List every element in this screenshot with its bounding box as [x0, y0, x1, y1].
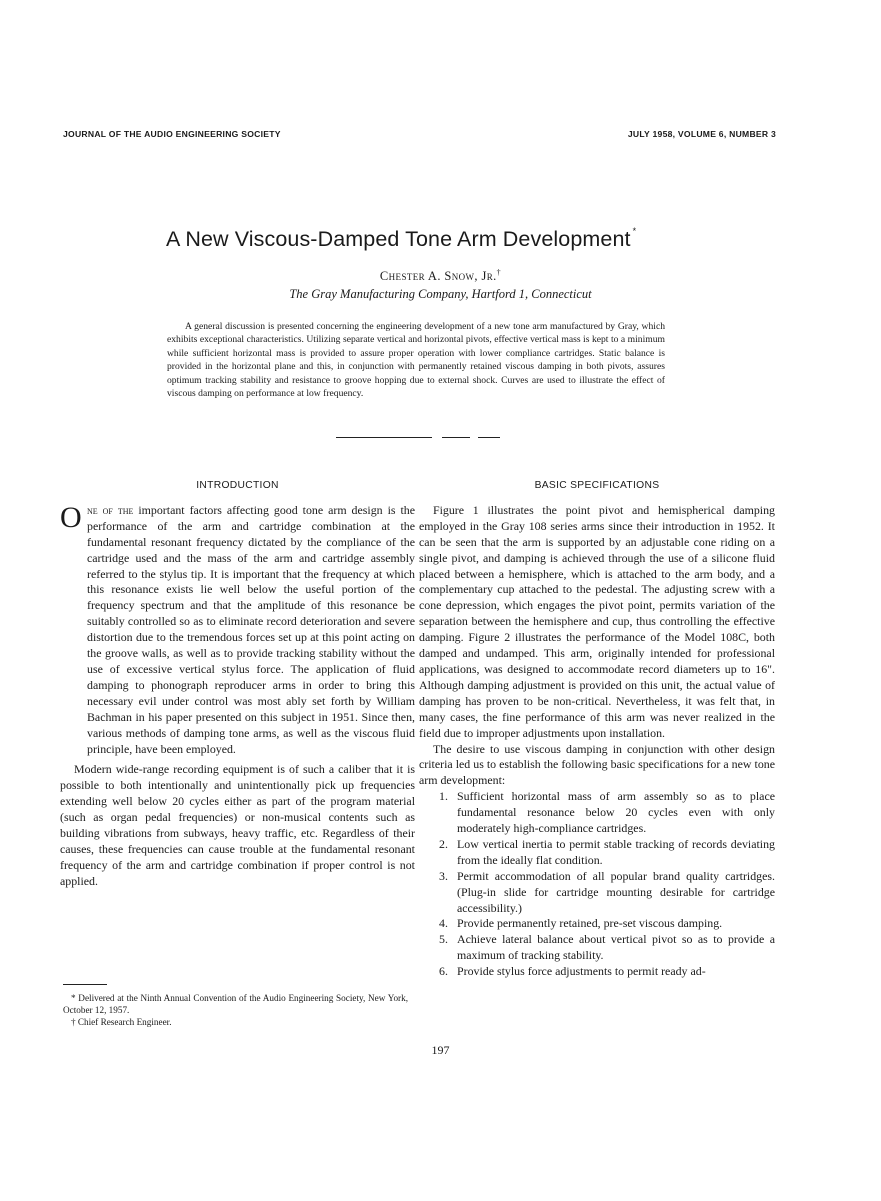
list-item-number: 1. — [439, 789, 448, 804]
author-footnote-mark: † — [496, 268, 502, 277]
author-affiliation: The Gray Manufacturing Company, Hartford 1, Connecticut — [289, 287, 592, 301]
article-title-text: A New Viscous-Damped Tone Arm Development — [166, 227, 631, 251]
list-item-text: Permit accommodation of all popular brand quality cartridges. (Plug-in slide for cartridge mounting desirable for cartridge accessibility.) — [457, 868, 775, 915]
introduction-paragraph-1 — [60, 500, 415, 758]
page-number: 197 — [431, 1043, 450, 1057]
list-item-text: Provide stylus force adjustments to permit ready ad- — [457, 964, 706, 979]
list-item-text: Achieve lateral balance about vertical pivot so as to provide a maximum of tracking stability. — [457, 932, 775, 963]
specifications-list — [419, 789, 775, 980]
author-name — [0, 268, 881, 284]
list-item-text: Sufficient horizontal mass of arm assembly so as to place fundamental resonance below 20 cycles even with only moderately high-compliance cartridges. — [457, 789, 775, 836]
issue-info: JULY 1958, VOLUME 6, NUMBER 3 — [627, 129, 776, 139]
list-item-number: 2. — [439, 836, 448, 851]
footnotes — [63, 992, 408, 1029]
footnote-delivered: * Delivered at the Ninth Annual Convention of the Audio Engineering Society, New York, October 12, 1957. — [63, 993, 408, 1016]
list-item — [419, 837, 775, 869]
introduction-paragraph-1-text: important factors affecting good tone arm design is the performance of the arm and cartridge combination at the fundamental resonant frequency dictated by the compliance of the cartridge used and the mass of the arm and cartridge assembly referred to the stylus tip. It is important that the frequency at which this resonance exists lie well below the useful portion of the frequency spectrum and that the amplitude of this resonance be suitably controlled so as to eliminate record deterioration and severe distortion due to the tremendous forces set up at this point acting on the groove walls, as well as to provide tracking stability without the use of excessive vertical stylus force. The application of fluid damping to phonograph reproducer arms in order to bring this necessary evil under control was most ably set forth by William Bachman in his paper presented on this subject in 1951. Since then, various methods of damping tone arms, as well as the viscous fluid principle, have been employed. — [87, 502, 415, 756]
specifications-paragraph-1: Figure 1 illustrates the point pivot and hemispherical damping employed in the Gray 108 series arms since their introduction in 1952. It can be seen that the arm is supported by an adjustable cone riding on a single pivot, and damping is achieved through the use of a silicone fluid placed between a hemisphere, which is attached to the arm body, and a complementary cup attached to the pedestal. The adjusting screw with a cone depression, which engages the pivot point, permits variation of the separation between the hemisphere and cup, thus controlling the effective damping. Figure 2 illustrates the performance of the Model 108C, both damped and undamped. This arm, originally intended for professional applications, was designed to accommodate record diameters up to 16". Although damping adjustment is provided on this unit, the actual value of damping has proven to be non-critical. Nevertheless, it was felt that, in many cases, the fine performance of this arm was never realized in the field due to improper adjustments upon installation. — [419, 502, 775, 740]
divider-mid — [442, 437, 470, 438]
introduction-paragraph-2: Modern wide-range recording equipment is of such a caliber that it is possible to both intentionally and unintentionally pick up frequencies extending well below 20 cycles either as part of the program material (such as organ pedal frequencies) or non-musical contents such as building vibrations from subways, heavy traffic, etc. Regardless of their causes, these frequencies can cause trouble at the fundamental resonant frequency of the arm and cartridge combination if proper control is not applied. — [60, 762, 415, 888]
list-item — [419, 869, 775, 917]
list-item-number: 3. — [439, 868, 448, 883]
list-item — [419, 932, 775, 964]
list-item-number: 4. — [439, 916, 448, 931]
footnote-rule — [63, 984, 107, 985]
right-column — [419, 478, 775, 980]
list-item-number: 5. — [439, 932, 448, 947]
drop-cap: O — [60, 500, 82, 534]
footnote-author: † Chief Research Engineer. — [71, 1017, 172, 1028]
list-item-number: 6. — [439, 964, 448, 979]
specifications-paragraph-2: The desire to use viscous damping in conjunction with other design criteria led us to establish the following basic specifications for a new tone arm development: — [419, 741, 775, 788]
introduction-heading: INTRODUCTION — [196, 480, 279, 491]
divider-long — [336, 437, 432, 438]
list-item — [419, 789, 775, 837]
left-column — [60, 478, 415, 890]
article-title — [166, 226, 686, 252]
journal-name: JOURNAL OF THE AUDIO ENGINEERING SOCIETY — [63, 129, 281, 139]
divider-short — [478, 437, 500, 438]
abstract: A general discussion is presented concerning the engineering development of a new tone arm manufactured by Gray, which exhibits exceptional characteristics. Utilizing separate vertical and horizontal pivots, effective vertical mass is kept to a minimum while sufficient horizontal mass is provided to assure proper operation with lower compliance cartridges. Static balance is provided in the horizontal plane and this, in conjunction with permanently retained viscous damping in both pivots, assures optimum tracking stability and resistance to groove hopping due to external shock. Curves are used to illustrate the effect of viscous damping on performance at low frequency. — [167, 321, 665, 400]
list-item-text: Provide permanently retained, pre-set viscous damping. — [457, 916, 723, 931]
list-item-text: Low vertical inertia to permit stable tracking of records deviating from the ideally flat condition. — [457, 836, 775, 867]
lead-words: ne of the — [87, 502, 134, 517]
list-item — [419, 916, 775, 932]
list-item — [419, 964, 775, 980]
author-name-text: Chester A. Snow, Jr. — [379, 269, 497, 284]
section-divider — [336, 437, 506, 439]
basic-specifications-heading: BASIC SPECIFICATIONS — [534, 480, 660, 491]
title-footnote-mark: * — [632, 226, 637, 236]
